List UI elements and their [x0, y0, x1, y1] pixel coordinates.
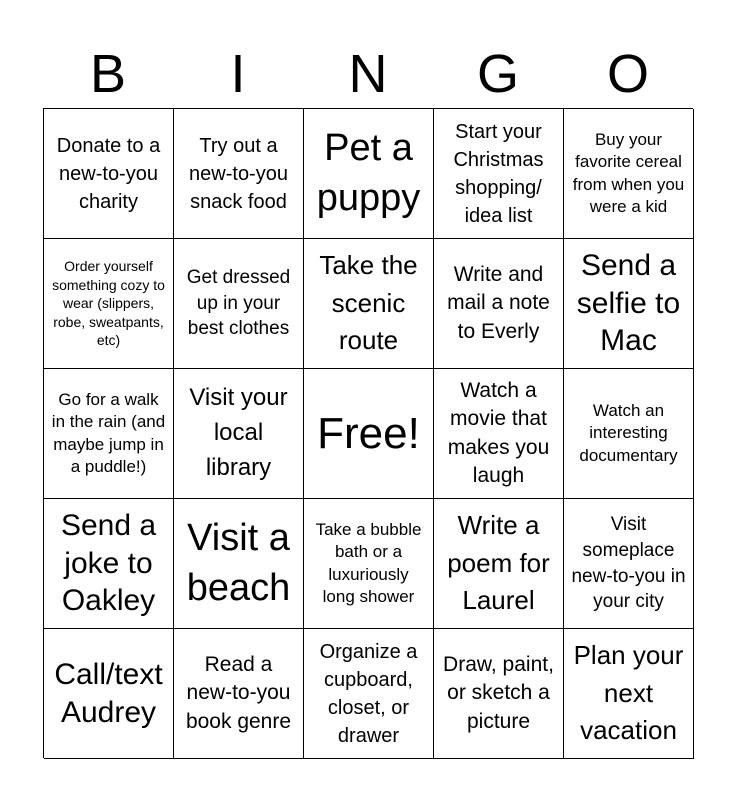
bingo-cell[interactable]: Visit a beach: [174, 499, 304, 629]
header-letter-o: O: [606, 44, 649, 104]
bingo-cell[interactable]: Plan your next vacation: [564, 629, 694, 759]
bingo-header: [43, 40, 693, 108]
bingo-cell[interactable]: Take a bubble bath or a luxuriously long shower: [304, 499, 434, 629]
bingo-card: [43, 108, 693, 758]
bingo-cell[interactable]: Take the scenic route: [304, 239, 434, 369]
bingo-cell[interactable]: Send a joke to Oakley: [44, 499, 174, 629]
bingo-cell[interactable]: Visit your local library: [174, 369, 304, 499]
bingo-cell[interactable]: Order yourself something cozy to wear (slippers, robe, sweatpants, etc): [44, 239, 174, 369]
header-letter-b: B: [89, 44, 127, 104]
bingo-cell[interactable]: Write a poem for Laurel: [434, 499, 564, 629]
bingo-cell[interactable]: Buy your favorite cereal from when you were a kid: [564, 109, 694, 239]
bingo-cell[interactable]: Write and mail a note to Everly: [434, 239, 564, 369]
bingo-cell[interactable]: Watch an interesting documentary: [564, 369, 694, 499]
free-space[interactable]: Free!: [304, 369, 434, 499]
bingo-cell[interactable]: Draw, paint, or sketch a picture: [434, 629, 564, 759]
bingo-cell[interactable]: Send a selfie to Mac: [564, 239, 694, 369]
header-letter-i: I: [230, 44, 246, 104]
bingo-cell[interactable]: Start your Christmas shopping/ idea list: [434, 109, 564, 239]
bingo-cell[interactable]: Pet a puppy: [304, 109, 434, 239]
bingo-cell[interactable]: Watch a movie that makes you laugh: [434, 369, 564, 499]
header-letter-g: G: [476, 44, 519, 104]
bingo-cell[interactable]: Try out a new-to-you snack food: [174, 109, 304, 239]
bingo-cell[interactable]: Visit someplace new-to-you in your city: [564, 499, 694, 629]
bingo-cell[interactable]: Read a new-to-you book genre: [174, 629, 304, 759]
bingo-cell[interactable]: Go for a walk in the rain (and maybe jump in a puddle!): [44, 369, 174, 499]
bingo-cell[interactable]: Call/text Audrey: [44, 629, 174, 759]
bingo-cell[interactable]: Donate to a new-to-you charity: [44, 109, 174, 239]
bingo-cell[interactable]: Get dressed up in your best clothes: [174, 239, 304, 369]
bingo-cell[interactable]: Organize a cupboard, closet, or drawer: [304, 629, 434, 759]
header-letter-n: N: [348, 44, 388, 104]
